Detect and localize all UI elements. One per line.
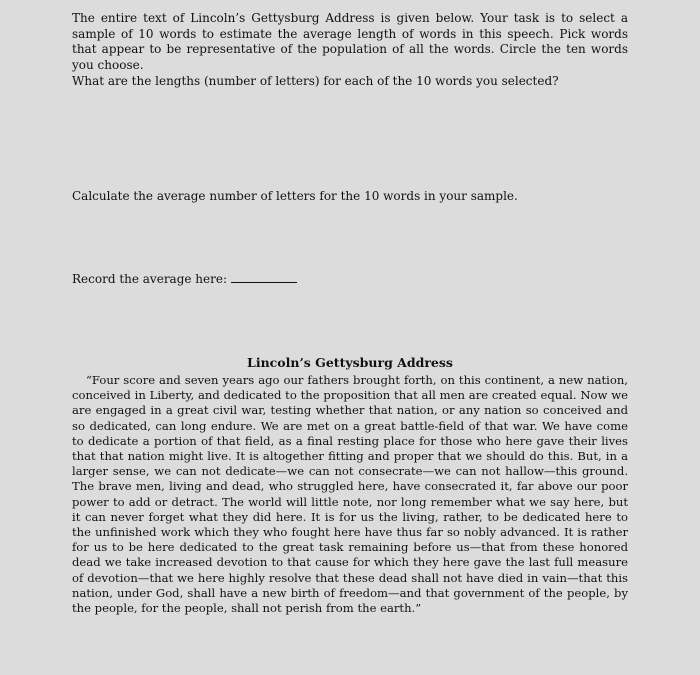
record-average-line [72,271,628,288]
address-title: Lincoln’s Gettysburg Address [247,355,453,370]
record-average-label: Record the average here: [72,272,228,286]
instructions-intro: The entire text of Lincoln’s Gettysburg Address is given below. Your task is to select a sample of 10 words to estimate the average length of words in this speech. Pick words that appear to be representative of the population of all the words. Circle the ten words you choose. [72,11,628,72]
question-word-lengths: What are the lengths (number of letters) for each of the 10 words you selected? [72,74,559,88]
question-calculate-average: Calculate the average number of letters for the 10 words in your sample. [72,189,518,203]
average-answer-blank[interactable] [231,271,297,283]
address-text[interactable]: “Four score and seven years ago our fathers brought forth, on this continent, a new nation, conceived in Liberty, and dedicated to the proposition that all men are created equal. Now we are engaged in a great civil war, testing whether that nation, or any nation so conceived and so dedicated, can long endure. We are met on a great battle-field of that war. We have come to dedicate a portion of that field, as a final resting place for those who here gave their lives that that nation might live. It is altogether fitting and proper that we should do this. But, in a larger sense, we can not dedicate—we can not consecrate—we can not hallow—this ground. The brave men, living and dead, who struggled here, have consecrated it, far above our poor power to add or detract. The world will little note, nor long remember what we say here, but it can never forget what they did here. It is for us the living, rather, to be dedicated here to the unfinished work which they who fought here have thus far so nobly advanced. It is rather for us to be here dedicated to the great task remaining before us—that from these honored dead we take increased devotion to that cause for which they here gave the last full measure of devotion—that we here highly resolve that these dead shall not have died in vain—that this nation, under God, shall have a new birth of freedom—and that government of the people, by the people, for the people, shall not perish from the earth.” [72,373,628,616]
